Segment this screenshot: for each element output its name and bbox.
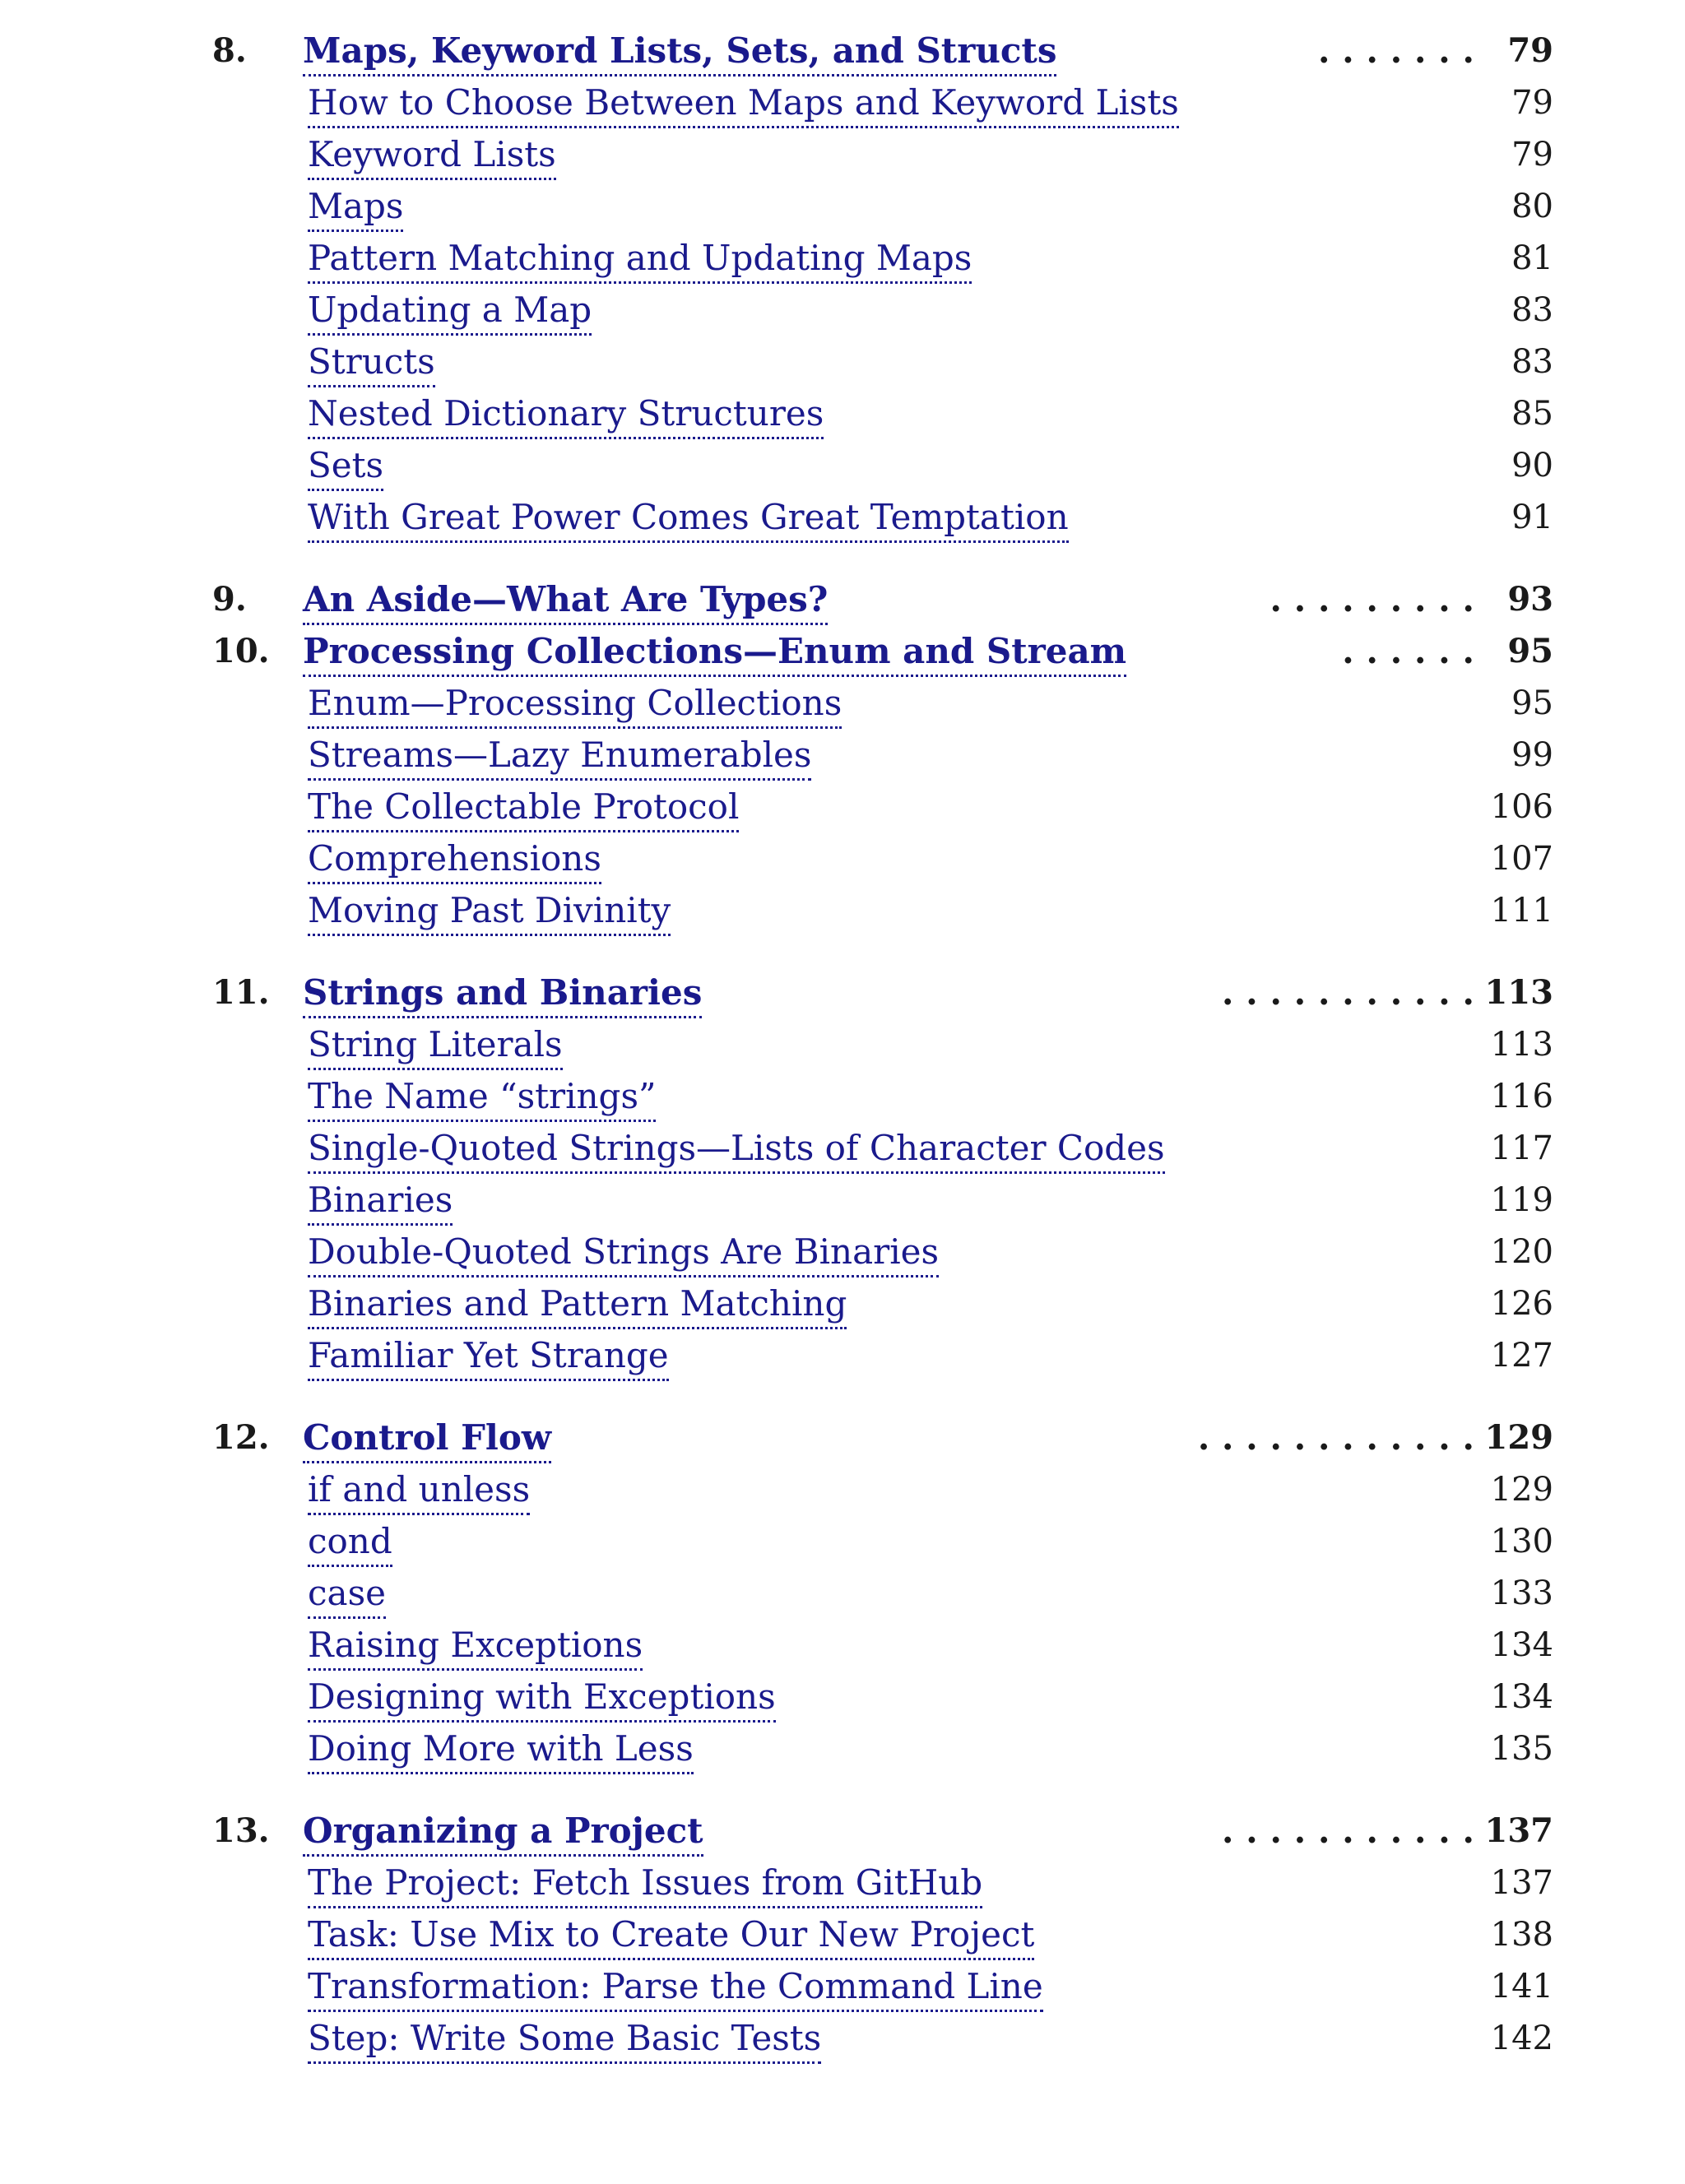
section-page-number: 126 <box>1490 1285 1553 1323</box>
chapter-row <box>0 1412 1685 1463</box>
chapter-row <box>0 25 1685 77</box>
chapter-row <box>0 967 1685 1018</box>
section-title-link[interactable]: Step: Write Some Basic Tests <box>308 2019 821 2064</box>
section-row <box>0 1329 1685 1381</box>
section-page-number: 111 <box>1490 892 1553 930</box>
section-title-link[interactable]: Sets <box>308 446 383 491</box>
section-row <box>0 1515 1685 1567</box>
section-row <box>0 781 1685 832</box>
section-page-number: 116 <box>1490 1078 1553 1115</box>
section-page-number: 141 <box>1490 1968 1553 2005</box>
section-page-number: 79 <box>1511 136 1553 174</box>
section-row <box>0 1463 1685 1515</box>
dot-leader: . . . . . . . . . <box>1270 580 1474 619</box>
dot-leader: . . . . . . <box>1342 632 1474 671</box>
section-page-number: 99 <box>1511 736 1553 774</box>
section-page-number: 127 <box>1490 1337 1553 1375</box>
chapter-number: 11. <box>212 973 270 1012</box>
chapter-number: 12. <box>212 1418 270 1457</box>
chapter-page-number: 113 <box>1484 973 1553 1012</box>
section-title-link[interactable]: String Literals <box>308 1025 563 1070</box>
section-title-link[interactable]: Binaries <box>308 1180 453 1226</box>
section-page-number: 129 <box>1490 1471 1553 1509</box>
section-row <box>0 884 1685 936</box>
chapter-9-block <box>0 573 1685 625</box>
section-title-link[interactable]: if and unless <box>308 1470 530 1515</box>
section-page-number: 79 <box>1511 84 1553 122</box>
section-page-number: 117 <box>1490 1129 1553 1167</box>
section-title-link[interactable]: With Great Power Comes Great Temptation <box>308 498 1069 543</box>
section-page-number: 133 <box>1490 1574 1553 1612</box>
chapter-number: 13. <box>212 1811 270 1850</box>
section-title-link[interactable]: Pattern Matching and Updating Maps <box>308 239 972 284</box>
chapter-page-number: 129 <box>1484 1418 1553 1457</box>
chapter-title-link[interactable]: Organizing a Project <box>303 1811 703 1857</box>
section-page-number: 138 <box>1490 1916 1553 1954</box>
chapter-page-number: 137 <box>1484 1811 1553 1850</box>
section-title-link[interactable]: Designing with Exceptions <box>308 1677 776 1723</box>
section-title-link[interactable]: Raising Exceptions <box>308 1625 643 1671</box>
section-page-number: 90 <box>1511 447 1553 485</box>
section-page-number: 91 <box>1511 498 1553 536</box>
dot-leader: . . . . . . . . . . . <box>1221 1811 1474 1851</box>
section-row <box>0 232 1685 284</box>
section-title-link[interactable]: Maps <box>308 187 403 232</box>
section-row <box>0 77 1685 128</box>
section-row <box>0 1018 1685 1070</box>
chapter-row <box>0 625 1685 677</box>
section-row <box>0 1122 1685 1174</box>
section-page-number: 137 <box>1490 1864 1553 1902</box>
section-title-link[interactable]: The Collectable Protocol <box>308 787 739 832</box>
section-row <box>0 180 1685 232</box>
section-row <box>0 1671 1685 1723</box>
section-title-link[interactable]: Enum—Processing Collections <box>308 684 842 729</box>
chapter-page-number: 93 <box>1507 580 1553 619</box>
section-page-number: 80 <box>1511 188 1553 225</box>
chapter-number: 8. <box>212 31 247 70</box>
section-title-link[interactable]: Doing More with Less <box>308 1729 694 1774</box>
dot-leader: . . . . . . . . . . . <box>1221 973 1474 1013</box>
section-row <box>0 491 1685 543</box>
section-title-link[interactable]: Transformation: Parse the Command Line <box>308 1967 1043 2012</box>
section-page-number: 134 <box>1490 1626 1553 1664</box>
section-title-link[interactable]: Moving Past Divinity <box>308 891 671 936</box>
section-row <box>0 439 1685 491</box>
section-page-number: 119 <box>1490 1181 1553 1219</box>
chapter-12-block <box>0 1412 1685 1774</box>
section-row <box>0 1226 1685 1277</box>
section-title-link[interactable]: Streams—Lazy Enumerables <box>308 735 811 781</box>
dot-leader: . . . . . . . <box>1317 31 1474 71</box>
dot-leader: . . . . . . . . . . . . <box>1197 1418 1474 1458</box>
section-title-link[interactable]: Task: Use Mix to Create Our New Project <box>308 1915 1034 1960</box>
chapter-page-number: 95 <box>1507 632 1553 670</box>
chapter-page-number: 79 <box>1507 31 1553 70</box>
chapter-title-link[interactable]: Maps, Keyword Lists, Sets, and Structs <box>303 31 1056 77</box>
section-page-number: 95 <box>1511 684 1553 722</box>
chapter-row <box>0 573 1685 625</box>
section-title-link[interactable]: Comprehensions <box>308 839 601 884</box>
section-row <box>0 1277 1685 1329</box>
section-title-link[interactable]: Single-Quoted Strings—Lists of Character Codes <box>308 1129 1165 1174</box>
section-title-link[interactable]: Structs <box>308 342 435 387</box>
section-page-number: 107 <box>1490 840 1553 878</box>
section-row <box>0 128 1685 180</box>
section-row <box>0 677 1685 729</box>
section-page-number: 106 <box>1490 788 1553 826</box>
section-row <box>0 832 1685 884</box>
chapter-10-block <box>0 625 1685 936</box>
section-row <box>0 387 1685 439</box>
section-row <box>0 1619 1685 1671</box>
section-row <box>0 336 1685 387</box>
section-title-link[interactable]: How to Choose Between Maps and Keyword Lists <box>308 83 1179 128</box>
section-row <box>0 1070 1685 1122</box>
section-row <box>0 1857 1685 1908</box>
chapter-title-link[interactable]: Control Flow <box>303 1418 551 1463</box>
chapter-title-link[interactable]: Processing Collections—Enum and Stream <box>303 632 1126 677</box>
section-title-link[interactable]: Updating a Map <box>308 290 592 336</box>
section-row <box>0 1723 1685 1774</box>
section-page-number: 83 <box>1511 343 1553 381</box>
section-page-number: 83 <box>1511 291 1553 329</box>
section-page-number: 113 <box>1490 1026 1553 1064</box>
chapter-number: 10. <box>212 632 270 670</box>
section-title-link[interactable]: Binaries and Pattern Matching <box>308 1284 847 1329</box>
section-row <box>0 1960 1685 2012</box>
section-page-number: 135 <box>1490 1730 1553 1768</box>
section-title-link[interactable]: cond <box>308 1522 392 1567</box>
chapter-11-block <box>0 967 1685 1381</box>
chapter-13-block <box>0 1805 1685 2064</box>
section-row <box>0 284 1685 336</box>
section-page-number: 134 <box>1490 1678 1553 1716</box>
section-page-number: 142 <box>1490 2019 1553 2057</box>
section-page-number: 81 <box>1511 239 1553 277</box>
section-row <box>0 1174 1685 1226</box>
section-title-link[interactable]: Keyword Lists <box>308 135 556 180</box>
section-page-number: 120 <box>1490 1233 1553 1271</box>
chapter-title-link[interactable]: Strings and Binaries <box>303 973 702 1018</box>
section-row <box>0 729 1685 781</box>
section-title-link[interactable]: case <box>308 1574 386 1619</box>
section-row <box>0 2012 1685 2064</box>
chapter-title-link[interactable]: An Aside—What Are Types? <box>303 580 828 625</box>
section-title-link[interactable]: The Name “strings” <box>308 1077 656 1122</box>
section-title-link[interactable]: Familiar Yet Strange <box>308 1336 669 1381</box>
chapter-8-block <box>0 25 1685 543</box>
section-page-number: 85 <box>1511 395 1553 433</box>
section-title-link[interactable]: The Project: Fetch Issues from GitHub <box>308 1863 982 1908</box>
section-row <box>0 1908 1685 1960</box>
section-title-link[interactable]: Nested Dictionary Structures <box>308 394 824 439</box>
section-title-link[interactable]: Double-Quoted Strings Are Binaries <box>308 1232 939 1277</box>
table-of-contents <box>0 25 1685 2094</box>
section-row <box>0 1567 1685 1619</box>
chapter-row <box>0 1805 1685 1857</box>
section-page-number: 130 <box>1490 1523 1553 1560</box>
chapter-number: 9. <box>212 580 247 619</box>
